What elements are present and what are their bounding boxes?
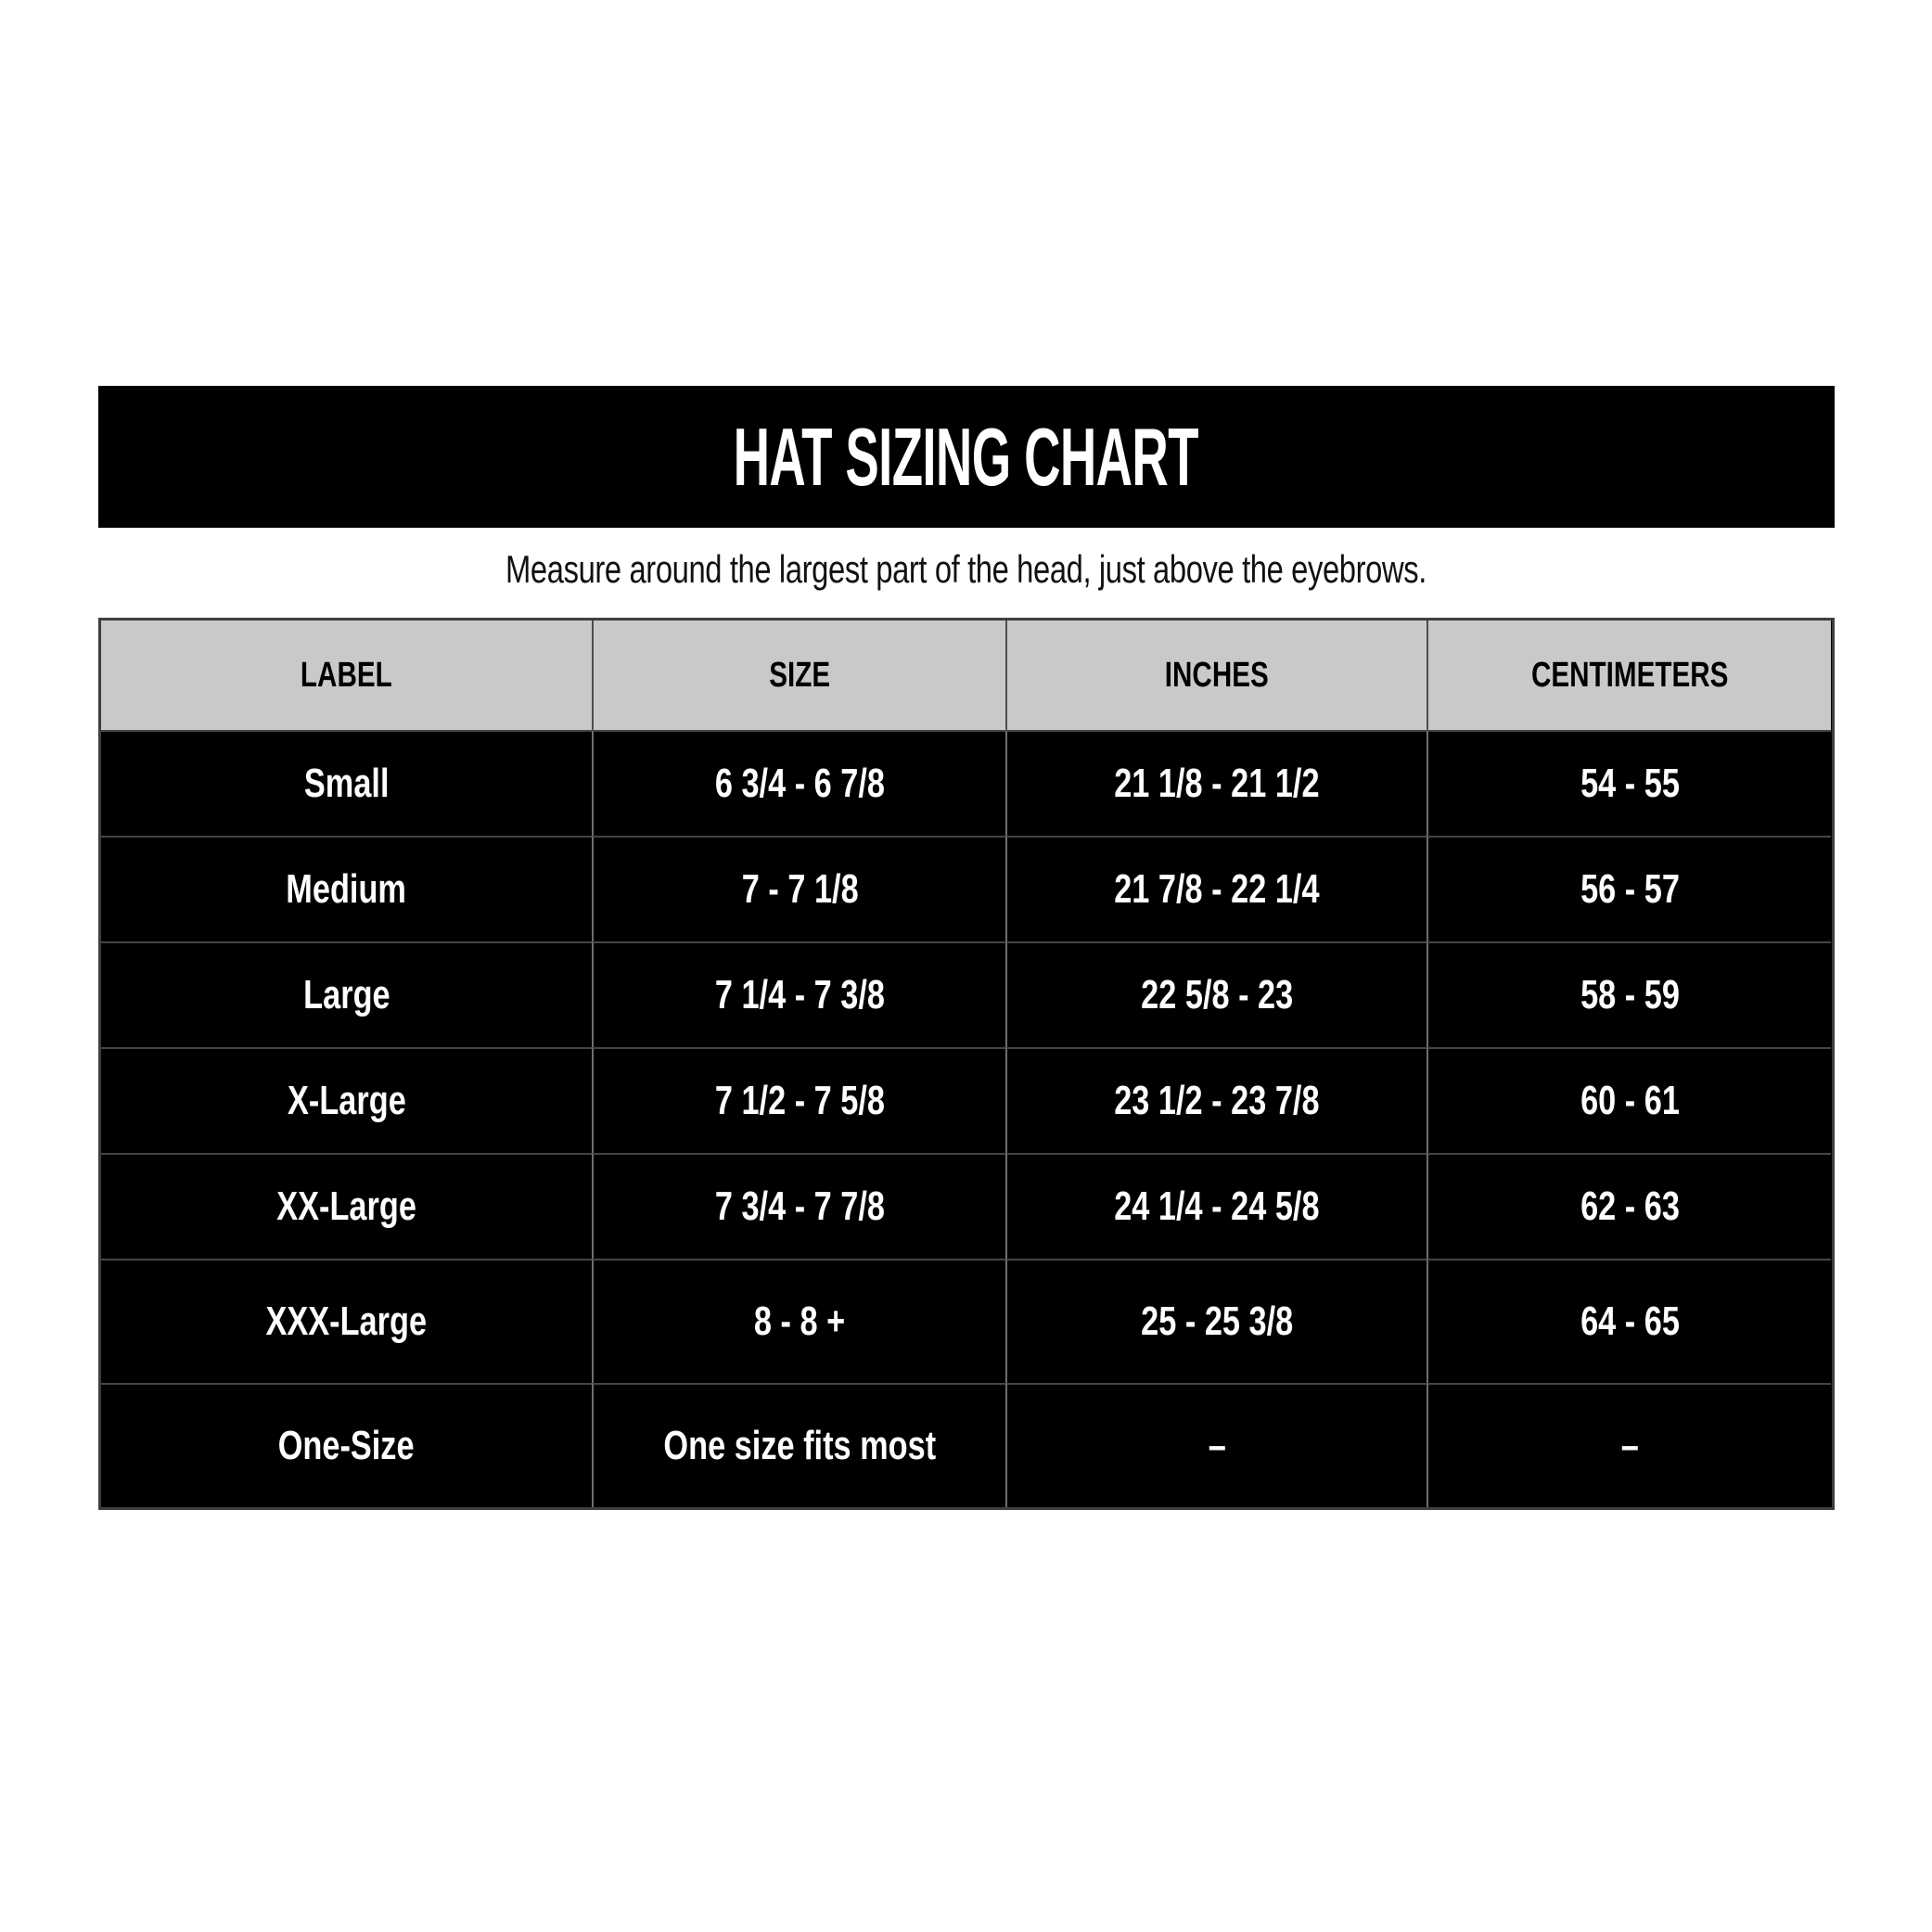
table-cell [1427, 941, 1832, 1047]
table-cell-text: 24 1/4 - 24 5/8 [1114, 1184, 1320, 1229]
sizing-table [98, 618, 1835, 1510]
table-cell [101, 1383, 593, 1507]
table-cell [101, 1047, 593, 1153]
table-cell [1005, 730, 1426, 836]
chart-subtitle-text: Measure around the largest part of the head, just above the eyebrows. [505, 547, 1427, 591]
table-cell-text: Medium [286, 866, 407, 912]
table-cell-text: 21 1/8 - 21 1/2 [1114, 761, 1320, 806]
chart-subtitle [98, 546, 1835, 593]
table-cell [592, 1259, 1005, 1383]
table-cell [101, 730, 593, 836]
header-cell-text: LABEL [301, 655, 392, 695]
table-cell [101, 941, 593, 1047]
table-cell [1427, 1047, 1832, 1153]
table-cell-text: 60 - 61 [1580, 1078, 1680, 1123]
table-cell-text: XXX-Large [265, 1299, 428, 1344]
table-cell-text: Large [302, 972, 390, 1017]
header-cell-label [101, 621, 593, 730]
table-cell-text: 6 3/4 - 6 7/8 [714, 761, 885, 806]
chart-title: HAT SIZING CHART [733, 410, 1199, 503]
table-cell [592, 1153, 1005, 1259]
header-cell-inches [1005, 621, 1426, 730]
table-cell [592, 836, 1005, 941]
table-cell [1005, 1259, 1426, 1383]
table-cell [1005, 941, 1426, 1047]
table-cell-text: 7 3/4 - 7 7/8 [714, 1184, 885, 1229]
table-cell-text: 8 - 8 + [754, 1299, 846, 1344]
table-cell-text: Small [303, 761, 390, 806]
table-cell-text: X-Large [287, 1078, 406, 1123]
table-cell-text: – [1208, 1423, 1226, 1468]
table-cell [1427, 1259, 1832, 1383]
table-cell [1427, 1383, 1832, 1507]
table-cell [592, 730, 1005, 836]
table-cell [101, 836, 593, 941]
table-cell-text: – [1620, 1423, 1639, 1468]
table-cell [1427, 1153, 1832, 1259]
table-cell [592, 1383, 1005, 1507]
table-cell-text: One-Size [278, 1423, 415, 1468]
chart-content [98, 0, 1835, 1510]
header-cell-size [592, 621, 1005, 730]
table-cell-text: XX-Large [276, 1184, 416, 1229]
table-cell-text: 56 - 57 [1580, 866, 1680, 912]
table-cell-text: 22 5/8 - 23 [1141, 972, 1294, 1017]
chart-title-banner [98, 386, 1835, 528]
table-cell-text: 21 7/8 - 22 1/4 [1114, 866, 1320, 912]
table-cell-text: 25 - 25 3/8 [1141, 1299, 1294, 1344]
table-cell-text: 54 - 55 [1580, 761, 1680, 806]
table-cell [101, 1259, 593, 1383]
header-cell-text: SIZE [769, 655, 831, 695]
header-cell-text: INCHES [1165, 655, 1270, 695]
table-cell [592, 941, 1005, 1047]
table-cell [1005, 1383, 1426, 1507]
table-cell-text: 62 - 63 [1580, 1184, 1680, 1229]
table-cell [1005, 1153, 1426, 1259]
table-cell-text: 7 1/2 - 7 5/8 [714, 1078, 885, 1123]
table-cell [1005, 836, 1426, 941]
table-cell [1427, 730, 1832, 836]
header-cell-centimeters [1427, 621, 1832, 730]
table-cell-text: One size fits most [663, 1423, 937, 1468]
header-cell-text: CENTIMETERS [1530, 655, 1729, 695]
table-cell [592, 1047, 1005, 1153]
table-cell-text: 64 - 65 [1580, 1299, 1680, 1344]
table-cell-text: 58 - 59 [1580, 972, 1680, 1017]
table-cell-text: 23 1/2 - 23 7/8 [1114, 1078, 1320, 1123]
table-cell-text: 7 1/4 - 7 3/8 [714, 972, 885, 1017]
table-cell [101, 1153, 593, 1259]
table-cell [1427, 836, 1832, 941]
table-cell [1005, 1047, 1426, 1153]
table-cell-text: 7 - 7 1/8 [741, 866, 859, 912]
